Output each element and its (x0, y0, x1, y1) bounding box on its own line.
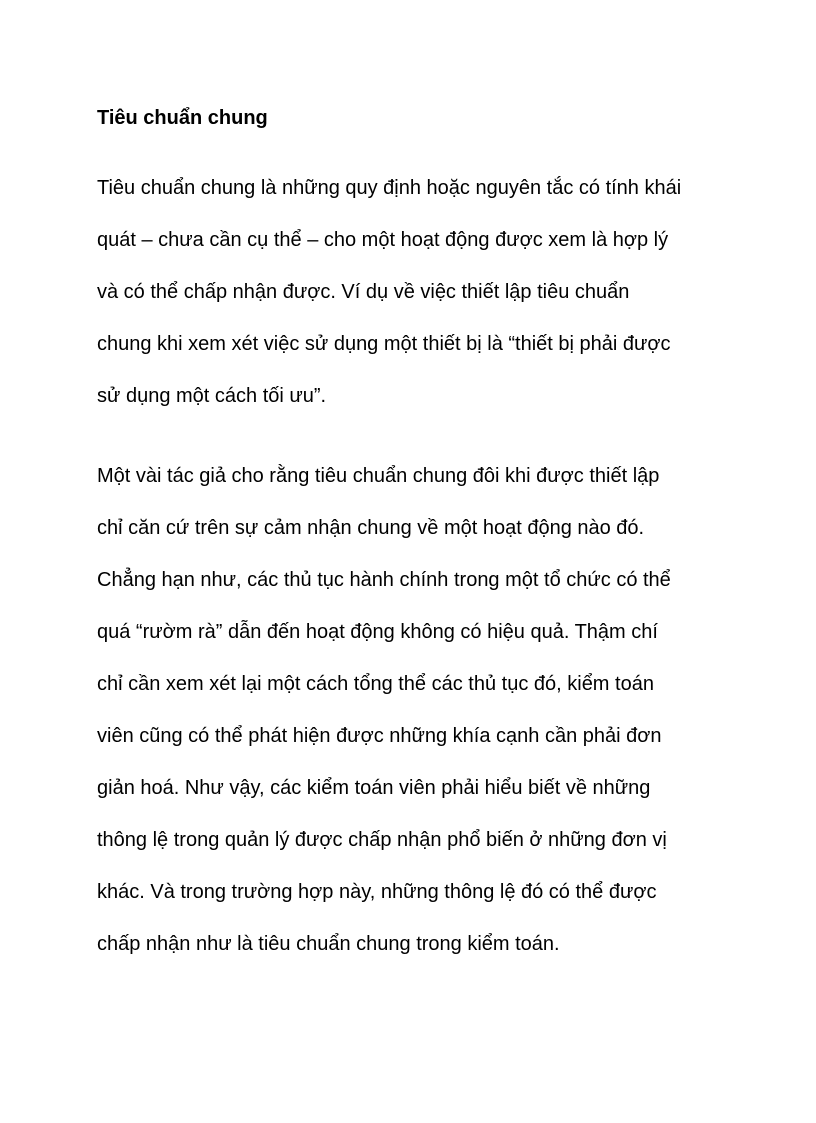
paragraph-1 (97, 162, 737, 422)
paragraph-line: sử dụng một cách tối ưu”. (97, 385, 327, 407)
paragraph-line: viên cũng có thể phát hiện được những khía cạnh cần phải đơn (97, 725, 662, 747)
document-body (97, 102, 737, 970)
paragraph-line: quá “rườm rà” dẫn đến hoạt động không có hiệu quả. Thậm chí (97, 621, 658, 643)
paragraph-line: Một vài tác giả cho rằng tiêu chuẩn chung đôi khi được thiết lập (97, 465, 660, 487)
paragraph-line: chung khi xem xét việc sử dụng một thiết bị là “thiết bị phải được (97, 333, 671, 355)
paragraph-line: chỉ cần xem xét lại một cách tổng thể các thủ tục đó, kiểm toán (97, 673, 654, 695)
paragraph-line: thông lệ trong quản lý được chấp nhận phổ biến ở những đơn vị (97, 829, 667, 851)
document-heading: Tiêu chuẩn chung (97, 107, 268, 129)
paragraph-line: chấp nhận như là tiêu chuẩn chung trong kiểm toán. (97, 933, 560, 955)
paragraph-line: Chẳng hạn như, các thủ tục hành chính trong một tổ chức có thể (97, 569, 671, 591)
paragraph-line: khác. Và trong trường hợp này, những thông lệ đó có thể được (97, 881, 657, 903)
paragraph-line: và có thể chấp nhận được. Ví dụ về việc thiết lập tiêu chuẩn (97, 281, 630, 303)
paragraph-2 (97, 450, 737, 970)
paragraph-line: Tiêu chuẩn chung là những quy định hoặc nguyên tắc có tính khái (97, 177, 682, 199)
paragraph-line: quát – chưa cần cụ thể – cho một hoạt động được xem là hợp lý (97, 229, 669, 251)
paragraph-line: chỉ căn cứ trên sự cảm nhận chung về một hoạt động nào đó. (97, 517, 645, 539)
paragraph-line: giản hoá. Như vậy, các kiểm toán viên phải hiểu biết về những (97, 777, 651, 799)
